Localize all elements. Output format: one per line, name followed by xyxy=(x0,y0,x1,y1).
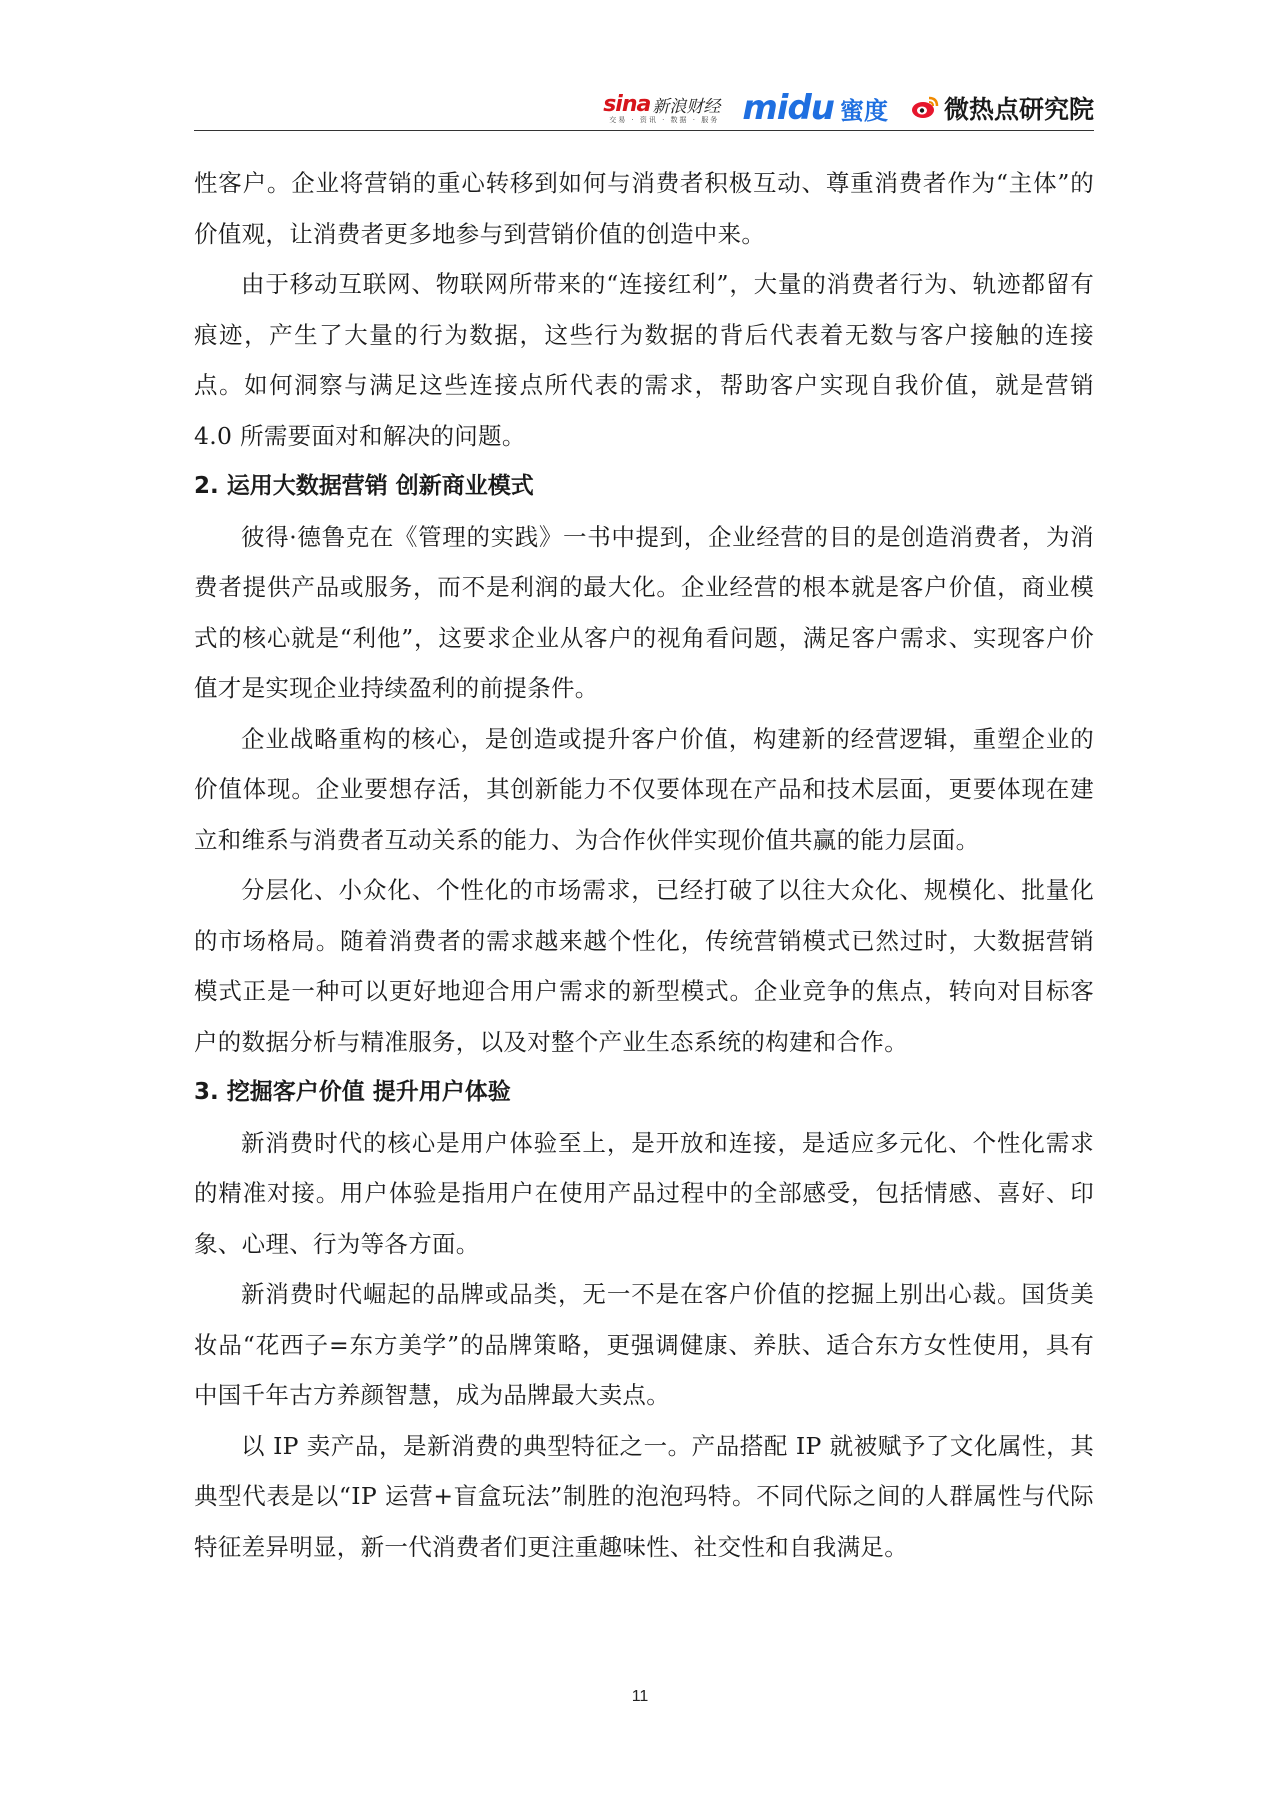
header-logos xyxy=(603,88,1094,128)
page-header xyxy=(194,88,1094,132)
document-body xyxy=(194,158,1094,1572)
body-paragraph: 以 IP 卖产品，是新消费的典型特征之一。产品搭配 IP 就被赋予了文化属性，其典型代表是以“IP 运营+盲盒玩法”制胜的泡泡玛特。不同代际之间的人群属性与代际特征差异明显，新一代消费者们更注重趣味性、社交性和自我满足。 xyxy=(194,1431,1094,1561)
body-paragraph: 企业战略重构的核心，是创造或提升客户价值，构建新的经营逻辑，重塑企业的价值体现。企业要想存活，其创新能力不仅要体现在产品和技术层面，更要体现在建立和维系与消费者互动关系的能力、为合作伙伴实现价值共赢的能力层面。 xyxy=(194,724,1094,854)
midu-logo-cn: 蜜度 xyxy=(839,96,888,125)
page-number: 11 xyxy=(631,1688,649,1705)
sina-finance-logo xyxy=(603,92,720,125)
body-paragraph: 分层化、小众化、个性化的市场需求，已经打破了以往大众化、规模化、批量化的市场格局。随着消费者的需求越来越个性化，传统营销模式已然过时，大数据营销模式正是一种可以更好地迎合用户需求的新型模式。企业竞争的焦点，转向对目标客户的数据分析与精准服务，以及对整个产业生态系统的构建和合作。 xyxy=(194,876,1094,1056)
body-paragraph: 彼得·德鲁克在《管理的实践》一书中提到，企业经营的目的是创造消费者，为消费者提供产品或服务，而不是利润的最大化。企业经营的根本就是客户价值，商业模式的核心就是“利他”，这要求企业从客户的视角看问题，满足客户需求、实现客户价值才是实现企业持续盈利的前提条件。 xyxy=(194,522,1094,702)
weibo-hotspot-logo xyxy=(910,90,1094,126)
body-paragraph: 由于移动互联网、物联网所带来的“连接红利”，大量的消费者行为、轨迹都留有痕迹，产生了大量的行为数据，这些行为数据的背后代表着无数与客户接触的连接点。如何洞察与满足这些连接点所代表的需求，帮助客户实现自我价值，就是营销 4.0 所需要面对和解决的问题。 xyxy=(194,270,1094,450)
body-paragraph: 新消费时代崛起的品牌或品类，无一不是在客户价值的挖掘上别出心裁。国货美妆品“花西子=东方美学”的品牌策略，更强调健康、养肤、适合东方女性使用，具有中国千年古方养颜智慧，成为品牌最大卖点。 xyxy=(194,1280,1094,1409)
body-paragraph: 新消费时代的核心是用户体验至上，是开放和连接，是适应多元化、个性化需求的精准对接。用户体验是指用户在使用产品过程中的全部感受，包括情感、喜好、印象、心理、行为等各方面。 xyxy=(194,1128,1094,1258)
weibo-eye-icon xyxy=(910,95,940,121)
body-paragraph: 性客户。企业将营销的重心转移到如何与消费者积极互动、尊重消费者作为“主体”的价值观，让消费者更多地参与到营销价值的创造中来。 xyxy=(194,169,1094,248)
sina-logo-word: sina xyxy=(603,91,651,117)
section-heading: 3. 挖掘客户价值 提升用户体验 xyxy=(194,1079,511,1105)
section-heading: 2. 运用大数据营销 创新商业模式 xyxy=(194,473,534,499)
midu-logo xyxy=(742,88,888,128)
header-divider xyxy=(194,130,1094,131)
sina-logo-cn: 新浪财经 xyxy=(652,96,721,117)
sina-logo-tagline: 交易 · 资讯 · 数据 · 服务 xyxy=(609,115,720,124)
weibo-logo-text: 微热点研究院 xyxy=(943,95,1094,124)
midu-logo-word: midu xyxy=(742,88,834,128)
